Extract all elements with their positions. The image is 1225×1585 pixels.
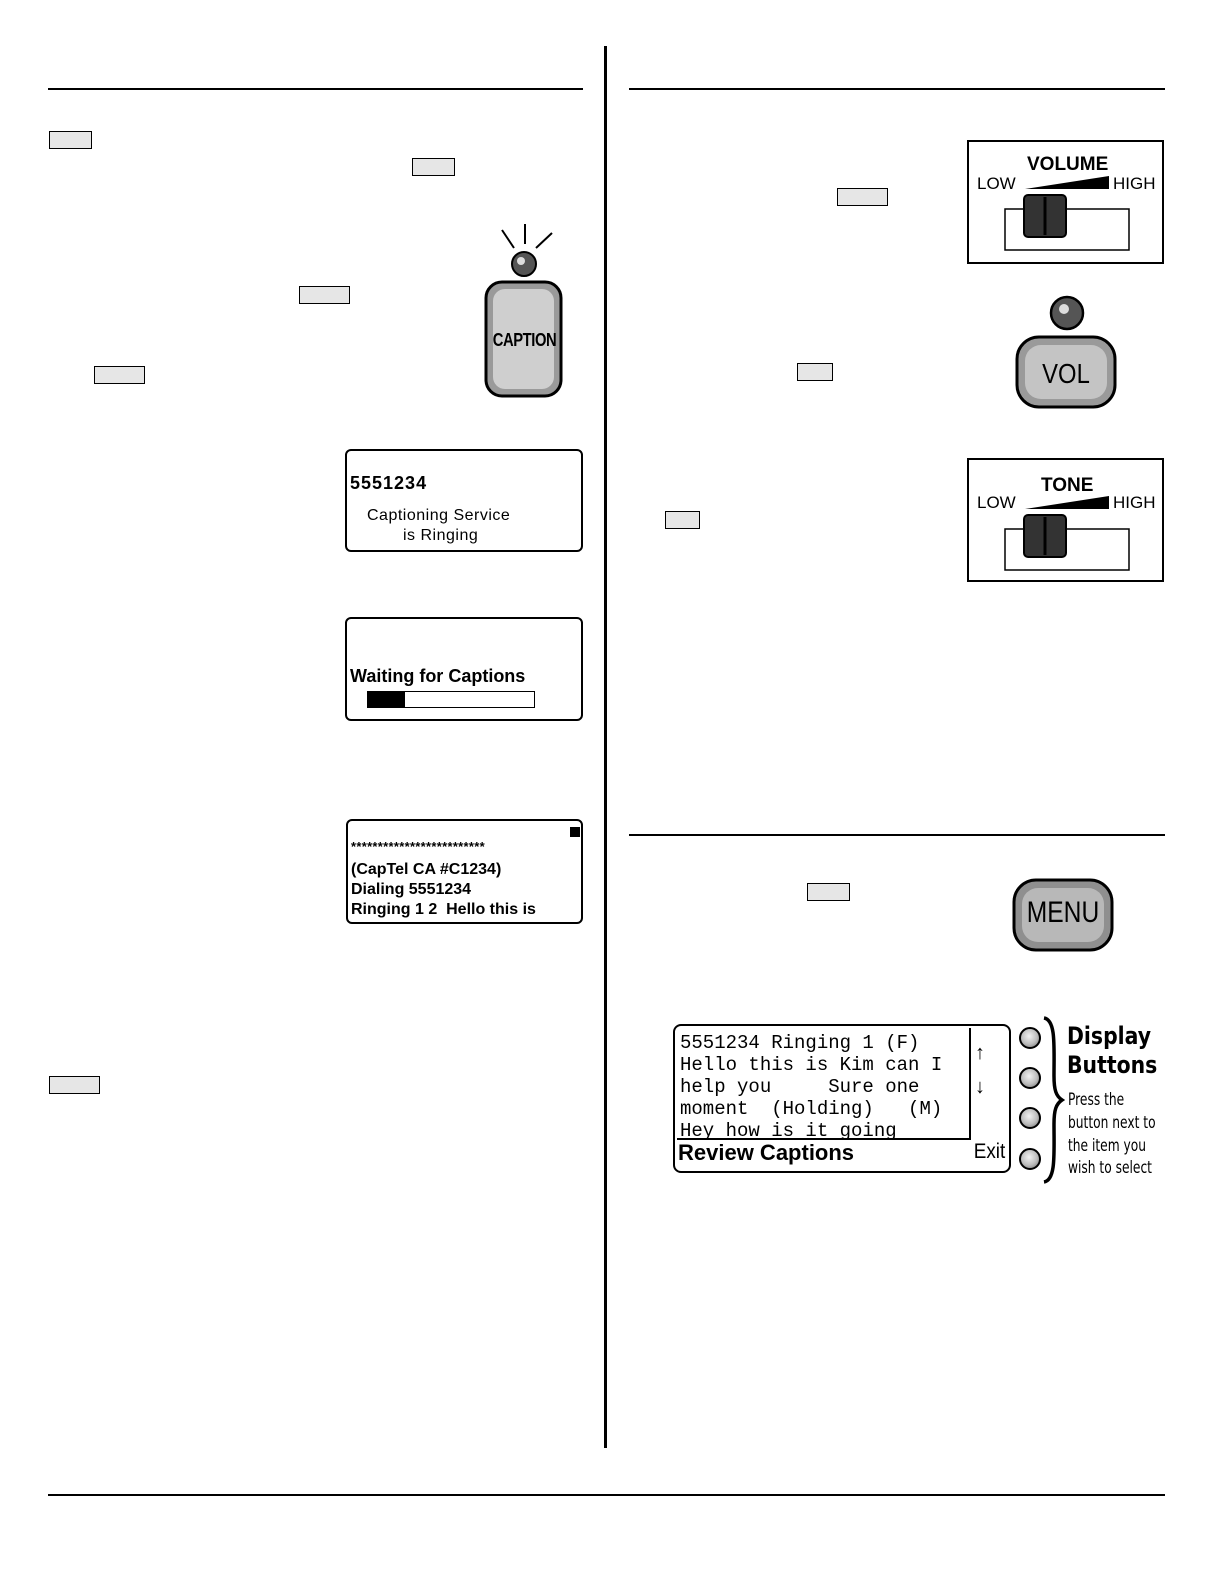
- scroll-down-arrow-icon[interactable]: ↓: [975, 1076, 985, 1098]
- menu-button-label: MENU: [1026, 896, 1100, 929]
- curly-brace-icon: [1040, 1016, 1066, 1184]
- caption-button-label: CAPTION: [492, 330, 557, 350]
- display-buttons-desc-3: the item you: [1068, 1136, 1147, 1156]
- page-bottom-rule: [48, 1494, 1165, 1496]
- ringing-line-2: is Ringing: [403, 527, 479, 544]
- key-placeholder-9: [807, 883, 850, 901]
- display-buttons-heading-2: Buttons: [1067, 1051, 1158, 1079]
- vol-button-label: VOL: [1042, 358, 1090, 389]
- review-captions-display: [673, 1024, 1011, 1173]
- review-line-1: 5551234 Ringing 1 (F): [680, 1032, 920, 1054]
- volume-low-label: LOW: [977, 174, 1016, 193]
- key-placeholder-2: [412, 158, 455, 176]
- dialing-stars: *************************: [351, 839, 485, 854]
- tone-slider-title: TONE: [1041, 475, 1094, 496]
- key-placeholder-6: [837, 188, 888, 206]
- scroll-up-arrow-icon[interactable]: ↑: [975, 1042, 985, 1064]
- left-column-top-rule: [48, 88, 583, 90]
- key-placeholder-8: [665, 511, 700, 529]
- display-buttons-desc-2: button next to: [1068, 1113, 1156, 1133]
- review-line-2: Hello this is Kim can I: [680, 1054, 943, 1076]
- waiting-progress-fill: [368, 692, 405, 707]
- dialing-indicator-square: [570, 827, 580, 837]
- ringing-line-1: Captioning Service: [367, 507, 511, 524]
- review-captions-text-area: [677, 1028, 971, 1140]
- dialing-line-2: Dialing 5551234: [351, 881, 472, 898]
- display-buttons-desc-4: wish to select: [1068, 1158, 1152, 1178]
- tone-high-label: HIGH: [1113, 493, 1156, 512]
- key-placeholder-1: [49, 131, 92, 149]
- review-exit-label[interactable]: Exit: [973, 1140, 1006, 1163]
- display-button-2[interactable]: [1019, 1067, 1041, 1089]
- volume-slider-panel: [967, 140, 1164, 264]
- volume-slider-title: VOLUME: [1027, 154, 1109, 175]
- review-line-4: moment (Holding) (M): [680, 1098, 943, 1120]
- display-buttons-heading-1: Display: [1067, 1022, 1152, 1050]
- review-line-5: Hey how is it going: [680, 1120, 897, 1142]
- display-buttons-desc-1: Press the: [1068, 1090, 1125, 1110]
- caption-led-icon: [512, 252, 536, 276]
- key-placeholder-3: [299, 286, 350, 304]
- display-button-4[interactable]: [1019, 1148, 1041, 1170]
- ringing-display: [345, 449, 583, 552]
- waiting-text: Waiting for Captions: [350, 666, 526, 686]
- display-button-3[interactable]: [1019, 1107, 1041, 1129]
- waiting-display: [345, 617, 583, 721]
- ringing-number: 5551234: [350, 473, 428, 493]
- caption-button: [470, 222, 575, 404]
- dialing-display: [346, 819, 583, 924]
- tone-slider-panel: [967, 458, 1164, 582]
- waiting-progress-bar: [367, 691, 535, 708]
- dialing-line-3: Ringing 1 2 Hello this is: [351, 901, 536, 918]
- key-placeholder-5: [49, 1076, 100, 1094]
- key-placeholder-7: [797, 363, 833, 381]
- review-captions-title: Review Captions: [678, 1140, 855, 1165]
- volume-high-label: HIGH: [1113, 174, 1156, 193]
- right-column-top-rule: [629, 88, 1165, 90]
- review-line-3: help you Sure one: [680, 1076, 920, 1098]
- column-divider: [604, 46, 607, 1448]
- tone-low-label: LOW: [977, 493, 1016, 512]
- key-placeholder-4: [94, 366, 145, 384]
- right-column-section-rule: [629, 834, 1165, 836]
- dialing-line-1: (CapTel CA #C1234): [351, 861, 502, 878]
- display-button-1[interactable]: [1019, 1027, 1041, 1049]
- vol-button: [1012, 295, 1120, 413]
